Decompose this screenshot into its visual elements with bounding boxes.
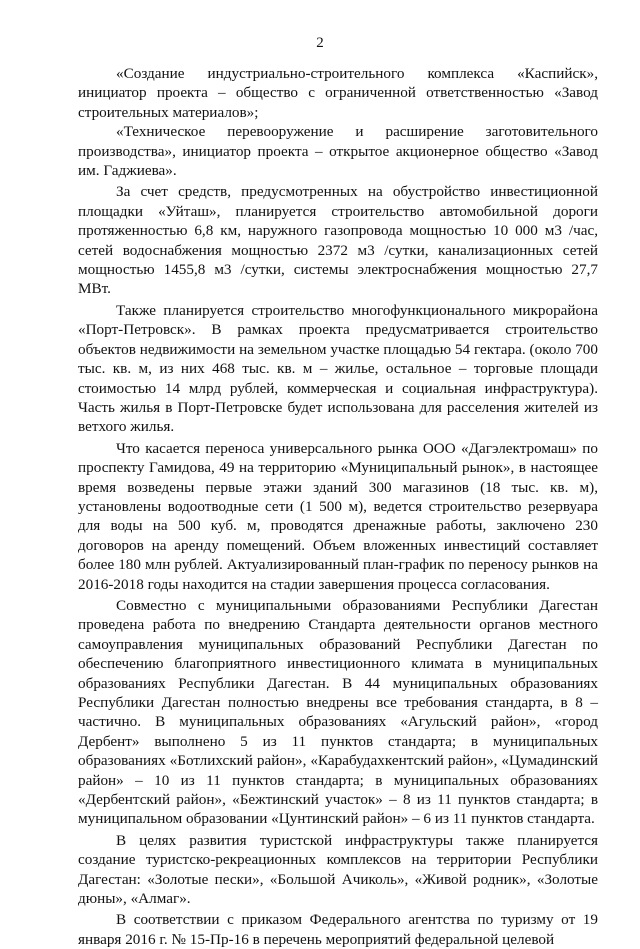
paragraph-tourism-infrastructure: В целях развития туристской инфраструктуры также планируется создание туристско-рекреационных комплексов на территории Республики Дагестан: «Золотые пески», «Большой Ачиколь», «Живой родник», «Золотые дюны», «Алмаг». bbox=[78, 831, 598, 908]
page-number: 2 bbox=[316, 35, 324, 51]
paragraph-market-relocation: Что касается переноса универсального рынка ООО «Дагэлектромаш» по проспекту Гамидова, 49 на территорию «Муниципальный рынок», в настоящее время возведены первые этажи зданий 300 магазинов (18 тыс. кв. м), установлены водоотводные сети (1 500 м), ведется строительство резервуара для воды на 500 куб. м, проводятся дренажные работы, заключено 230 договоров на аренду помещений. Объем вложенных инвестиций составляет более 180 млн рублей. Актуализированный план-график по переносу рынков на 2016-2018 годы находится на стадии завершения процесса согласования. bbox=[78, 439, 598, 593]
paragraph-uytash-site: За счет средств, предусмотренных на обустройство инвестиционной площадки «Уйташ», планируется строительство автомобильной дороги протяженностью 6,8 км, наружного газопровода мощностью 10 000 м3 /час, сетей водоснабжения мощностью 2372 м3 /сутки, канализационных сетей мощностью 1455,8 м3 /сутки, системы электроснабжения мощностью 27,7 МВт. bbox=[78, 183, 598, 298]
paragraph-port-petrovsk: Также планируется строительство многофункционального микрорайона «Порт-Петровск». В рамках проекта предусматривается строительство объектов недвижимости на земельном участке площадью 54 гектара. (около 700 тыс. кв. м, из них 468 тыс. кв. м – жилье, остальное – торговые площади стоимостью 14 млрд рублей, коммерческая и социальная инфраструктура). Часть жилья в Порт-Петровске будет использована для расселения жителей из ветхого жилья. bbox=[78, 301, 598, 436]
paragraph-tourism-agency-order: В соответствии с приказом Федерального агентства по туризму от 19 января 2016 г. № 15-Пр-16 в перечень мероприятий федеральной целевой bbox=[78, 911, 598, 948]
document-body bbox=[78, 64, 598, 949]
paragraph-kaspiysk-project: «Создание индустриально-строительного комплекса «Каспийск», инициатор проекта – общество с ограниченной ответственностью «Завод строительных материалов»; bbox=[78, 65, 598, 121]
paragraph-municipal-standard: Совместно с муниципальными образованиями Республики Дагестан проведена работа по внедрению Стандарта деятельности органов местного самоуправления муниципальных образований Республики Дагестан по обеспечению благоприятного инвестиционного климата в муниципальных образованиях Республики Дагестан. В 44 муниципальных образованиях Республики Дагестан полностью внедрены все требования стандарта, в 8 – частично. В муниципальных образованиях «Агульский район», «город Дербент» выполнено 5 из 11 пунктов стандарта; в муниципальных образованиях «Ботлихский район», «Карабудахкентский район», «Цумадинский район» – 10 из 11 пунктов стандарта; в муниципальных образованиях «Дербентский район», «Бежтинский участок» – 8 из 11 пунктов стандарта; в муниципальном образовании «Цунтинский район» – 6 из 11 пунктов стандарта. bbox=[78, 596, 598, 828]
paragraph-gadzhiev-plant-project: «Техническое перевооружение и расширение заготовительного производства», инициатор проекта – открытое акционерное общество «Завод им. Гаджиева». bbox=[78, 123, 598, 180]
